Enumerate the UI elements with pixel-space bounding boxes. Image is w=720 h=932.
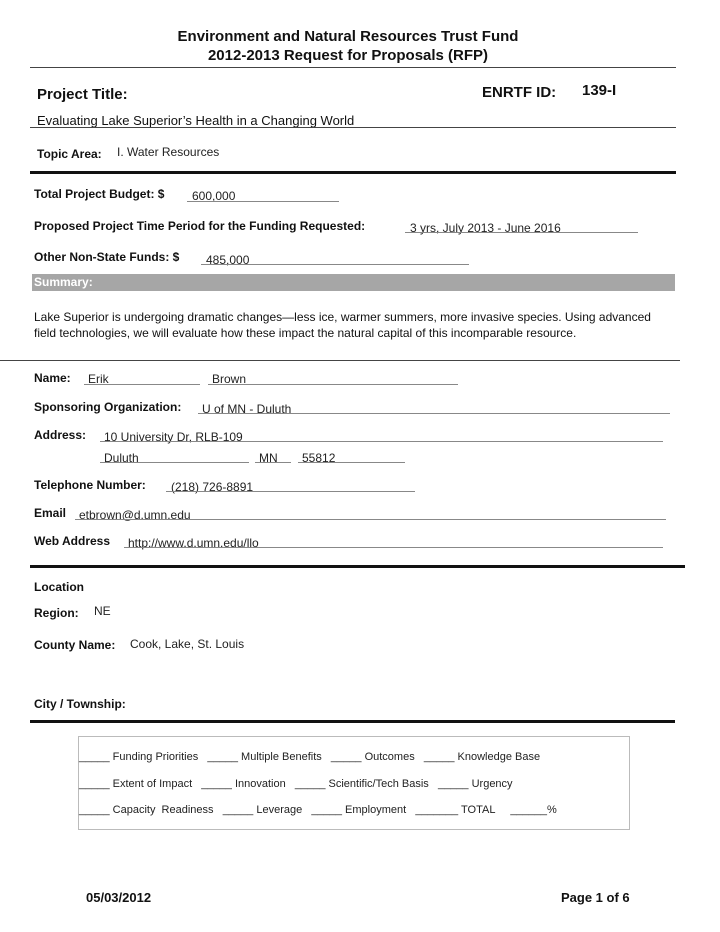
zip-underline [298, 462, 405, 463]
first-name-underline [84, 384, 200, 385]
county-label: County Name: [34, 638, 116, 652]
name-label: Name: [34, 371, 71, 385]
location-rule [30, 720, 675, 723]
city-value: Duluth [104, 451, 139, 465]
footer-page-number: Page 1 of 6 [561, 890, 630, 905]
time-period-value: 3 yrs, July 2013 - June 2016 [410, 221, 561, 235]
other-funds-label: Other Non-State Funds: $ [34, 250, 180, 264]
region-value: NE [94, 604, 111, 618]
enrtf-id-value: 139-I [582, 82, 617, 99]
project-title-label: Project Title: [37, 86, 128, 103]
region-label: Region: [34, 606, 79, 620]
email-label: Email [34, 506, 67, 520]
telephone-underline [166, 491, 415, 492]
last-name-underline [208, 384, 458, 385]
contact-rule [30, 565, 685, 568]
state-underline [255, 462, 291, 463]
web-address-value: http://www.d.umn.edu/llo [128, 536, 259, 550]
street-underline [100, 441, 663, 442]
web-address-label: Web Address [34, 534, 111, 548]
summary-text: Lake Superior is undergoing dramatic changes—less ice, warmer summers, more invasive species. Using advanced field technologies, we will evaluate how these impact the natural capital of this incomparable resource. [34, 310, 651, 340]
organization-value: U of MN - Duluth [202, 402, 292, 416]
state-value: MN [259, 451, 278, 465]
topic-area-value: I. Water Resources [117, 145, 220, 159]
organization-label: Sponsoring Organization: [34, 400, 182, 414]
scoring-box [78, 736, 630, 830]
time-period-label: Proposed Project Time Period for the Funding Requested: [34, 219, 366, 233]
topic-rule [30, 171, 676, 174]
other-funds-value: 485,000 [206, 253, 250, 267]
total-budget-label: Total Project Budget: $ [34, 187, 165, 201]
time-period-underline [405, 232, 638, 233]
topic-area-label: Topic Area: [37, 147, 102, 161]
street-value: 10 University Dr, RLB-109 [104, 430, 243, 444]
email-underline [75, 519, 666, 520]
enrtf-id-label: ENRTF ID: [482, 84, 557, 101]
summary-header: Summary: [32, 274, 675, 291]
scoring-row-3: _____ Capacity Readiness _____ Leverage _____ Employment _______ TOTAL ______% [79, 804, 557, 816]
city-underline [100, 462, 249, 463]
header-rule [30, 67, 676, 68]
total-budget-value: 600,000 [192, 189, 236, 203]
summary-rule [0, 360, 680, 361]
email-value: etbrown@d.umn.edu [79, 508, 191, 522]
header-line1: Environment and Natural Resources Trust Fund [177, 28, 519, 45]
project-title-value: Evaluating Lake Superior’s Health in a Changing World [37, 113, 355, 128]
telephone-value: (218) 726-8891 [171, 480, 254, 494]
scoring-row-1: _____ Funding Priorities _____ Multiple Benefits _____ Outcomes _____ Knowledge Base [79, 751, 541, 763]
other-funds-underline [201, 264, 469, 265]
first-name-value: Erik [88, 372, 109, 386]
footer-date: 05/03/2012 [86, 890, 152, 905]
location-heading: Location [34, 580, 84, 594]
web-address-underline [124, 547, 663, 548]
city-township-label: City / Township: [34, 697, 126, 711]
zip-value: 55812 [302, 451, 336, 465]
telephone-label: Telephone Number: [34, 478, 146, 492]
scoring-row-2: _____ Extent of Impact _____ Innovation _____ Scientific/Tech Basis _____ Urgency [79, 778, 513, 790]
county-value: Cook, Lake, St. Louis [130, 637, 245, 651]
address-label: Address: [34, 428, 87, 442]
header-line2: 2012-2013 Request for Proposals (RFP) [207, 47, 489, 64]
total-budget-underline [187, 201, 339, 202]
last-name-value: Brown [212, 372, 247, 386]
organization-underline [198, 413, 670, 414]
title-rule [30, 127, 676, 128]
